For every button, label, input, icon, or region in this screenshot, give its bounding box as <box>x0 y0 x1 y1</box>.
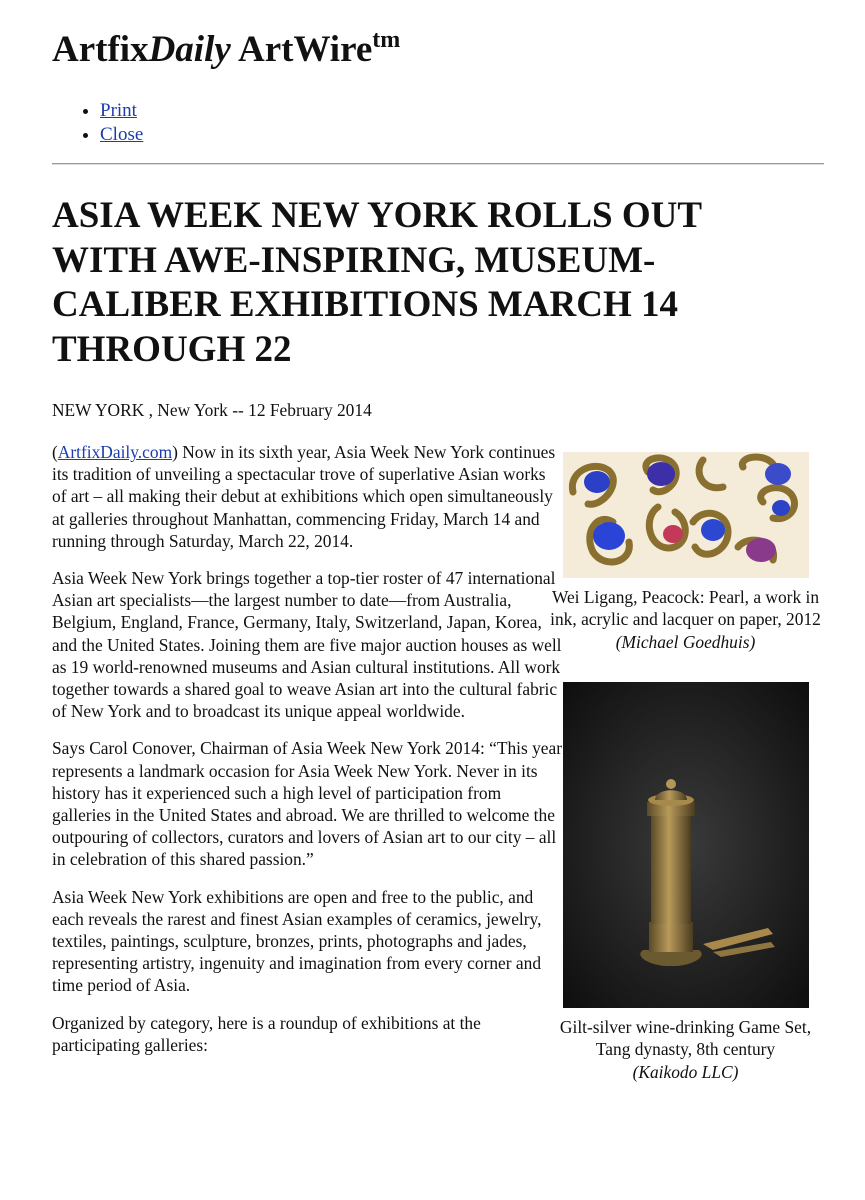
site-name-artfix: Artfix <box>52 29 149 70</box>
figure-peacock <box>548 452 823 653</box>
figure-caption: Gilt-silver wine-drinking Game Set, Tang dynasty, 8th century <box>559 1017 812 1060</box>
nav-list <box>80 99 143 147</box>
divider <box>52 163 824 165</box>
figure-credit: (Michael Goedhuis) <box>615 631 756 652</box>
site-title <box>52 26 400 74</box>
peacock-painting-image <box>563 452 809 578</box>
nav-item-close <box>100 123 143 147</box>
wine-game-set-image <box>563 682 809 1008</box>
print-link[interactable]: Print <box>100 100 137 121</box>
site-name-daily: Daily <box>148 29 231 70</box>
article-headline: ASIA WEEK NEW YORK ROLLS OUT WITH AWE-INSPIRING, MUSEUM-CALIBER EXHIBITIONS MARCH 14 THROUGH 22 <box>52 195 702 370</box>
paragraph-3: Says Carol Conover, Chairman of Asia Week New York 2014: “This year represents a landmark occasion for Asia Week New York. Never in its history has it experienced such a high level of participation from galleries in the United States and abroad. We are thrilled to welcome the outpouring of collectors, curators and lovers of Asian art to our city – all in celebration of this shared passion.” <box>52 738 563 870</box>
dateline: NEW YORK , New York -- 12 February 2014 <box>52 400 372 420</box>
source-link[interactable]: ArtfixDaily.com <box>57 442 173 462</box>
nav-item-print <box>100 99 143 123</box>
figure-credit: (Kaikodo LLC) <box>632 1061 739 1082</box>
close-link[interactable]: Close <box>100 124 144 145</box>
paragraph-2: Asia Week New York brings together a top-tier roster of 47 international Asian art specialists—the largest number to date—from Australia, Belgium, England, France, Germany, Italy, Switzerland, Japan, Korea, and the United States. Joining them are five major auction houses as well as 19 world-renowned museums and Asian cultural institutions. All work together towards a shared goal to weave Asian art into the cultural fabric of New York and to broadcast its unique appeal worldwide. <box>52 568 562 722</box>
trademark-sup: tm <box>372 27 401 53</box>
paragraph-1: (ArtfixDaily.com) Now in its sixth year, Asia Week New York continues its tradition of unveiling a spectacular trove of superlative Asian works of art – all making their debut at exhibitions which open simultaneously at galleries throughout Manhattan, commencing Friday, March 14 and running through Saturday, March 22, 2014. <box>52 442 556 551</box>
article-body <box>52 441 564 1071</box>
site-name-artwire: ArtWire <box>230 29 373 70</box>
figure-game-set <box>548 682 823 1083</box>
figure-caption: Wei Ligang, Peacock: Pearl, a work in ink, acrylic and lacquer on paper, 2012 <box>550 587 821 630</box>
paragraph-5: Organized by category, here is a roundup of exhibitions at the participating galleries: <box>52 1012 481 1055</box>
paragraph-4: Asia Week New York exhibitions are open and free to the public, and each reveals the rarest and finest Asian examples of ceramics, jewelry, textiles, paintings, sculpture, bronzes, prints, photographs and jades, representing artistry, ingenuity and imagination from every corner and time period of Asia. <box>52 886 542 996</box>
